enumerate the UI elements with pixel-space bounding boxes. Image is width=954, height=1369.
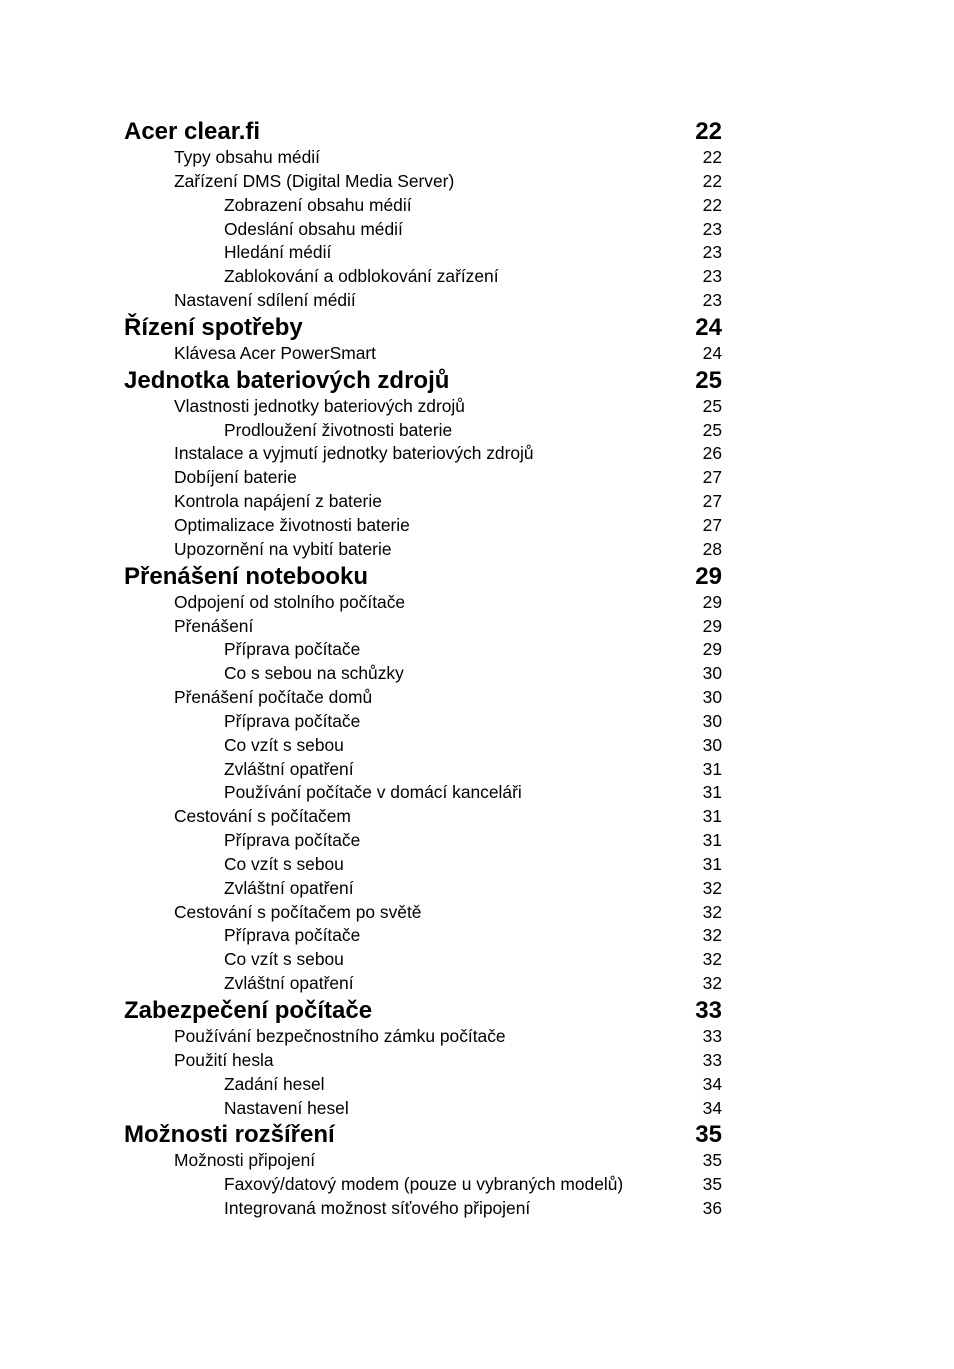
toc-subsection[interactable]: [124, 924, 722, 948]
toc-entry-title: Používání bezpečnostního zámku počítače: [174, 1026, 506, 1046]
toc-entry-title: Jednotka bateriových zdrojů: [124, 366, 450, 394]
toc-entry-page: 32: [702, 925, 722, 946]
toc-chapter[interactable]: [124, 117, 722, 147]
toc-entry-page: 27: [702, 514, 722, 535]
toc-entry-title: Používání počítače v domácí kanceláři: [224, 782, 522, 803]
toc-entry-page: 36: [702, 1198, 722, 1219]
toc-section[interactable]: [124, 538, 722, 562]
toc-entry-title: Zablokování a odblokování zařízení: [224, 266, 499, 287]
toc-section[interactable]: [124, 442, 722, 466]
toc-entry-page: 29: [702, 639, 722, 660]
toc-entry-title: Zvláštní opatření: [224, 973, 354, 994]
toc-chapter[interactable]: [124, 313, 722, 343]
toc-section[interactable]: [124, 1149, 722, 1173]
toc-entry-page: 28: [702, 538, 722, 559]
toc-entry-page: 35: [702, 1174, 722, 1195]
toc-subsection[interactable]: [124, 972, 722, 996]
toc-subsection[interactable]: [124, 419, 722, 443]
toc-entry-page: 33: [695, 997, 722, 1024]
toc-chapter[interactable]: [124, 366, 722, 396]
toc-subsection[interactable]: [124, 710, 722, 734]
toc-entry-title: Acer clear.fi: [124, 118, 261, 145]
toc-section[interactable]: [124, 342, 722, 366]
toc-subsection[interactable]: [124, 877, 722, 901]
toc-entry-page: 30: [702, 687, 722, 708]
toc-entry-page: 31: [702, 853, 722, 874]
toc-subsection[interactable]: [124, 948, 722, 972]
toc-entry-page: 31: [702, 830, 722, 851]
toc-section[interactable]: [124, 395, 722, 419]
toc-entry-title: Co vzít s sebou: [224, 734, 344, 755]
toc-entry-page: 29: [695, 562, 722, 590]
toc-entry-title: Příprava počítače: [224, 830, 361, 851]
toc-chapter[interactable]: [124, 1120, 722, 1150]
toc-subsection[interactable]: [124, 1073, 722, 1097]
toc-entry-title: Faxový/datový modem (pouze u vybraných modelů): [224, 1174, 624, 1195]
toc-entry-title: Cestování s počítačem po světě: [174, 901, 422, 922]
toc-subsection[interactable]: [124, 265, 722, 289]
toc-entry-title: Typy obsahu médií: [174, 147, 320, 167]
toc-entry-title: Možnosti rozšíření: [124, 1121, 335, 1149]
toc-entry-page: 23: [702, 218, 722, 239]
toc-entry-title: Příprava počítače: [224, 639, 361, 660]
toc-section[interactable]: [124, 170, 722, 194]
toc-entry-title: Hledání médií: [224, 242, 332, 263]
toc-entry-title: Přenášení: [174, 615, 254, 636]
toc-entry-page: 24: [695, 313, 722, 341]
toc-entry-page: 32: [702, 877, 722, 898]
toc-subsection[interactable]: [124, 1197, 722, 1221]
toc-entry-title: Použití hesla: [174, 1049, 274, 1070]
toc-entry-page: 31: [702, 758, 722, 779]
toc-entry-page: 30: [702, 663, 722, 684]
toc-entry-page: 30: [702, 734, 722, 755]
toc-chapter[interactable]: [124, 996, 722, 1026]
toc-section[interactable]: [124, 901, 722, 925]
toc-entry-title: Zvláštní opatření: [224, 758, 354, 779]
toc-section[interactable]: [124, 289, 722, 313]
toc-entry-title: Co s sebou na schůzky: [224, 663, 404, 684]
toc-subsection[interactable]: [124, 241, 722, 265]
toc-entry-page: 31: [702, 782, 722, 803]
toc-entry-page: 30: [702, 710, 722, 731]
toc-subsection[interactable]: [124, 218, 722, 242]
toc-entry-page: 29: [702, 591, 722, 612]
toc-entry-title: Přenášení notebooku: [124, 562, 369, 590]
toc-subsection[interactable]: [124, 829, 722, 853]
toc-entry-title: Prodloužení životnosti baterie: [224, 419, 453, 440]
toc-subsection[interactable]: [124, 781, 722, 805]
toc-entry-page: 32: [702, 901, 722, 922]
toc-entry-page: 34: [702, 1073, 722, 1094]
toc-section[interactable]: [124, 805, 722, 829]
toc-entry-title: Řízení spotřeby: [124, 313, 303, 341]
toc-entry-page: 23: [702, 242, 722, 263]
toc-entry-page: 27: [702, 467, 722, 488]
toc-entry-title: Možnosti připojení: [174, 1150, 316, 1171]
toc-entry-title: Dobíjení baterie: [174, 467, 297, 488]
toc-entry-page: 26: [702, 443, 722, 464]
toc-subsection[interactable]: [124, 194, 722, 218]
toc-entry-title: Odpojení od stolního počítače: [174, 591, 406, 612]
toc-section[interactable]: [124, 591, 722, 615]
toc-section[interactable]: [124, 615, 722, 639]
toc-entry-title: Zobrazení obsahu médií: [224, 194, 412, 215]
toc-subsection[interactable]: [124, 853, 722, 877]
toc-entry-title: Co vzít s sebou: [224, 853, 344, 874]
toc-entry-page: 31: [702, 806, 722, 827]
toc-entry-title: Zařízení DMS (Digital Media Server): [174, 170, 455, 191]
toc-entry-title: Klávesa Acer PowerSmart: [174, 342, 377, 363]
toc-entry-title: Zvláštní opatření: [224, 877, 354, 898]
toc-subsection[interactable]: [124, 758, 722, 782]
toc-entry-page: 22: [702, 194, 722, 215]
toc-subsection[interactable]: [124, 1097, 722, 1121]
toc-entry-title: Zabezpečení počítače: [124, 997, 373, 1024]
toc-section[interactable]: [124, 1049, 722, 1073]
toc-section[interactable]: [124, 490, 722, 514]
toc-chapter[interactable]: [124, 562, 722, 592]
toc-section[interactable]: [124, 146, 722, 170]
toc-entry-title: Zadání hesel: [224, 1073, 325, 1094]
toc-entry-title: Přenášení počítače domů: [174, 687, 373, 708]
toc-entry-page: 33: [702, 1026, 722, 1046]
toc-entry-page: 23: [702, 290, 722, 311]
toc-section[interactable]: [124, 1025, 722, 1049]
toc-entry-title: Co vzít s sebou: [224, 949, 344, 970]
toc-entry-title: Kontrola napájení z baterie: [174, 491, 382, 512]
toc-entry-page: 27: [702, 491, 722, 512]
toc-entry-title: Upozornění na vybití baterie: [174, 538, 392, 559]
toc-entry-page: 25: [695, 366, 722, 394]
toc-entry-page: 22: [702, 147, 722, 167]
table-of-contents: [124, 117, 722, 1221]
toc-entry-title: Vlastnosti jednotky bateriových zdrojů: [174, 395, 465, 416]
toc-entry-page: 22: [695, 118, 722, 145]
toc-entry-page: 34: [702, 1097, 722, 1118]
toc-entry-title: Instalace a vyjmutí jednotky bateriových zdrojů: [174, 443, 534, 464]
toc-entry-title: Nastavení hesel: [224, 1097, 349, 1118]
toc-entry-title: Nastavení sdílení médií: [174, 290, 356, 311]
toc-entry-page: 35: [695, 1121, 722, 1149]
toc-entry-page: 23: [702, 266, 722, 287]
toc-entry-title: Optimalizace životnosti baterie: [174, 514, 410, 535]
toc-entry-page: 32: [702, 973, 722, 994]
toc-section[interactable]: [124, 466, 722, 490]
toc-subsection[interactable]: [124, 662, 722, 686]
toc-entry-title: Odeslání obsahu médií: [224, 218, 403, 239]
toc-entry-page: 35: [702, 1150, 722, 1171]
toc-entry-page: 22: [702, 170, 722, 191]
toc-subsection[interactable]: [124, 1173, 722, 1197]
toc-subsection[interactable]: [124, 734, 722, 758]
toc-entry-page: 24: [702, 342, 722, 363]
toc-entry-page: 32: [702, 949, 722, 970]
toc-entry-title: Integrovaná možnost síťového připojení: [224, 1198, 531, 1219]
toc-section[interactable]: [124, 686, 722, 710]
toc-entry-page: 33: [702, 1049, 722, 1070]
toc-entry-page: 25: [702, 419, 722, 440]
toc-section[interactable]: [124, 514, 722, 538]
toc-entry-title: Cestování s počítačem: [174, 806, 351, 827]
toc-entry-page: 25: [702, 395, 722, 416]
toc-entry-title: Příprava počítače: [224, 710, 361, 731]
toc-subsection[interactable]: [124, 638, 722, 662]
toc-entry-title: Příprava počítače: [224, 925, 361, 946]
toc-entry-page: 29: [702, 615, 722, 636]
